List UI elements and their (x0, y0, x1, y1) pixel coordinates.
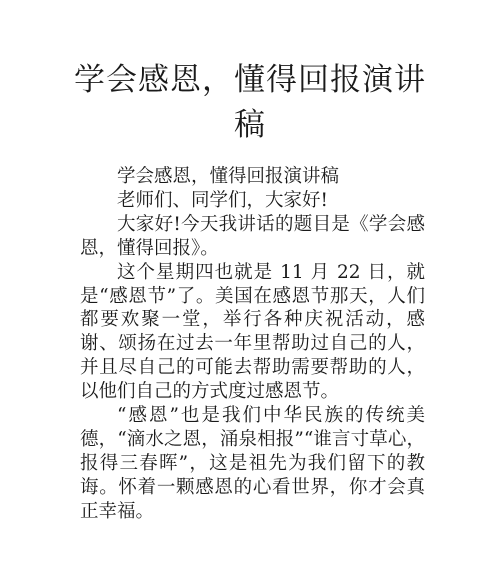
paragraph-tradition: “感恩”也是我们中华民族的传统美德，“滴水之恩，涌泉相报”“谁言寸草心，报得三春晖”，这是祖先为我们留下的教诲。怀着一颗感恩的心看世界，你才会真正幸福。 (80, 405, 425, 522)
paragraph-subtitle: 学会感恩，懂得回报演讲稿 (117, 166, 340, 187)
document-body (80, 165, 425, 524)
document-title: 学会感恩，懂得回报演讲稿 (74, 62, 426, 143)
paragraph-topic: 大家好!今天我讲话的题目是《学会感恩，懂得回报》。 (80, 213, 425, 259)
paragraph-thanksgiving: 这个星期四也就是 11 月 22 日，就是“感恩节”了。美国在感恩节那天，人们都要欢聚一堂，举行各种庆祝活动，感谢、颂扬在过去一年里帮助过自己的人，并且尽自己的可能去帮助需要帮助的人，以他们自己的方式度过感恩节。 (80, 261, 425, 403)
paragraph-greeting: 老师们、同学们，大家好! (117, 189, 328, 211)
